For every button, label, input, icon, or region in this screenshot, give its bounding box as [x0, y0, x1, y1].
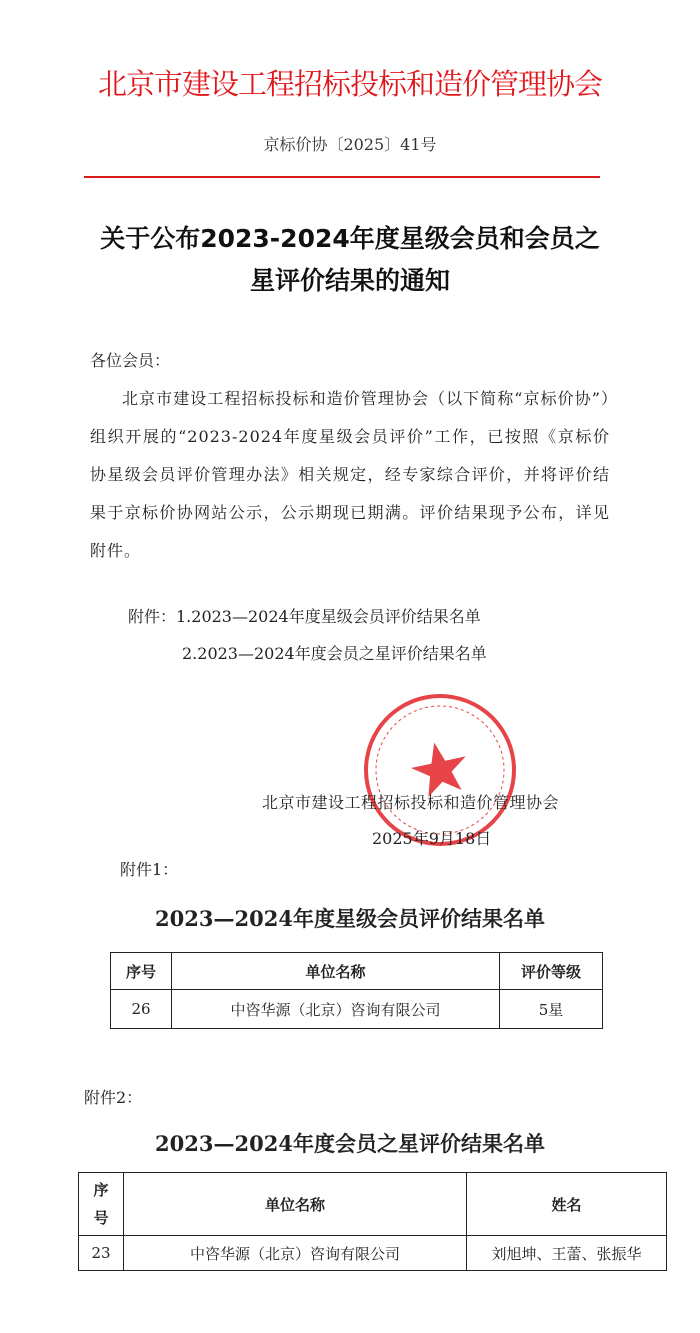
cell-seq: 23 — [79, 1236, 124, 1271]
notice-title-line-2: 星评价结果的通知 — [249, 266, 450, 295]
notice-title — [70, 218, 630, 302]
organization-header: 北京市建设工程招标投标和造价管理协会 — [97, 67, 602, 101]
annex-2-title: 2023—2024年度会员之星评价结果名单 — [155, 1131, 545, 1156]
attachment-item-2: 2.2023—2024年度会员之星评价结果名单 — [182, 644, 487, 663]
header-seq: 序号 — [111, 953, 172, 990]
header-seq — [79, 1173, 124, 1236]
annex-1-title: 2023—2024年度星级会员评价结果名单 — [155, 906, 545, 931]
notice-body: 北京市建设工程招标投标和造价管理协会（以下简称“京标价协”）组织开展的“2023-2024年度星级会员评价”工作，已按照《京标价协星级会员评价管理办法》相关规定，经专家综合评价，并将评价结果于京标价协网站公示，公示期现已期满。评价结果现予公布，详见附件。 — [90, 389, 610, 560]
cell-person-names: 刘旭坤、王蕾、张振华 — [467, 1236, 667, 1271]
salutation: 各位会员： — [90, 351, 171, 370]
cell-rating: 5星 — [500, 990, 603, 1029]
signature-organization: 北京市建设工程招标投标和造价管理协会 — [262, 793, 560, 812]
header-divider — [84, 176, 600, 178]
annex-1-table — [110, 952, 603, 1029]
annex-2-label: 附件2： — [84, 1088, 143, 1107]
cell-unit-name: 中咨华源（北京）咨询有限公司 — [124, 1236, 467, 1271]
header-rating: 评价等级 — [500, 953, 603, 990]
table-row — [111, 990, 603, 1029]
document-number: 京标价协〔2025〕41号 — [263, 135, 437, 154]
attachment-item-1: 附件：1.2023—2024年度星级会员评价结果名单 — [128, 607, 481, 626]
notice-title-line-1: 关于公布2023-2024年度星级会员和会员之 — [100, 224, 600, 253]
table-row — [79, 1236, 667, 1271]
header-unit-name: 单位名称 — [172, 953, 500, 990]
annex-2-table — [78, 1172, 667, 1271]
signature-date: 2025年9月18日 — [372, 829, 492, 848]
cell-seq: 26 — [111, 990, 172, 1029]
table-header-row — [111, 953, 603, 990]
table-header-row — [79, 1173, 667, 1236]
header-person-names: 姓名 — [467, 1173, 667, 1236]
header-unit-name: 单位名称 — [124, 1173, 467, 1236]
annex-1-label: 附件1： — [120, 860, 179, 879]
cell-unit-name: 中咨华源（北京）咨询有限公司 — [172, 990, 500, 1029]
header-seq-label: 序 号 — [93, 1181, 109, 1227]
